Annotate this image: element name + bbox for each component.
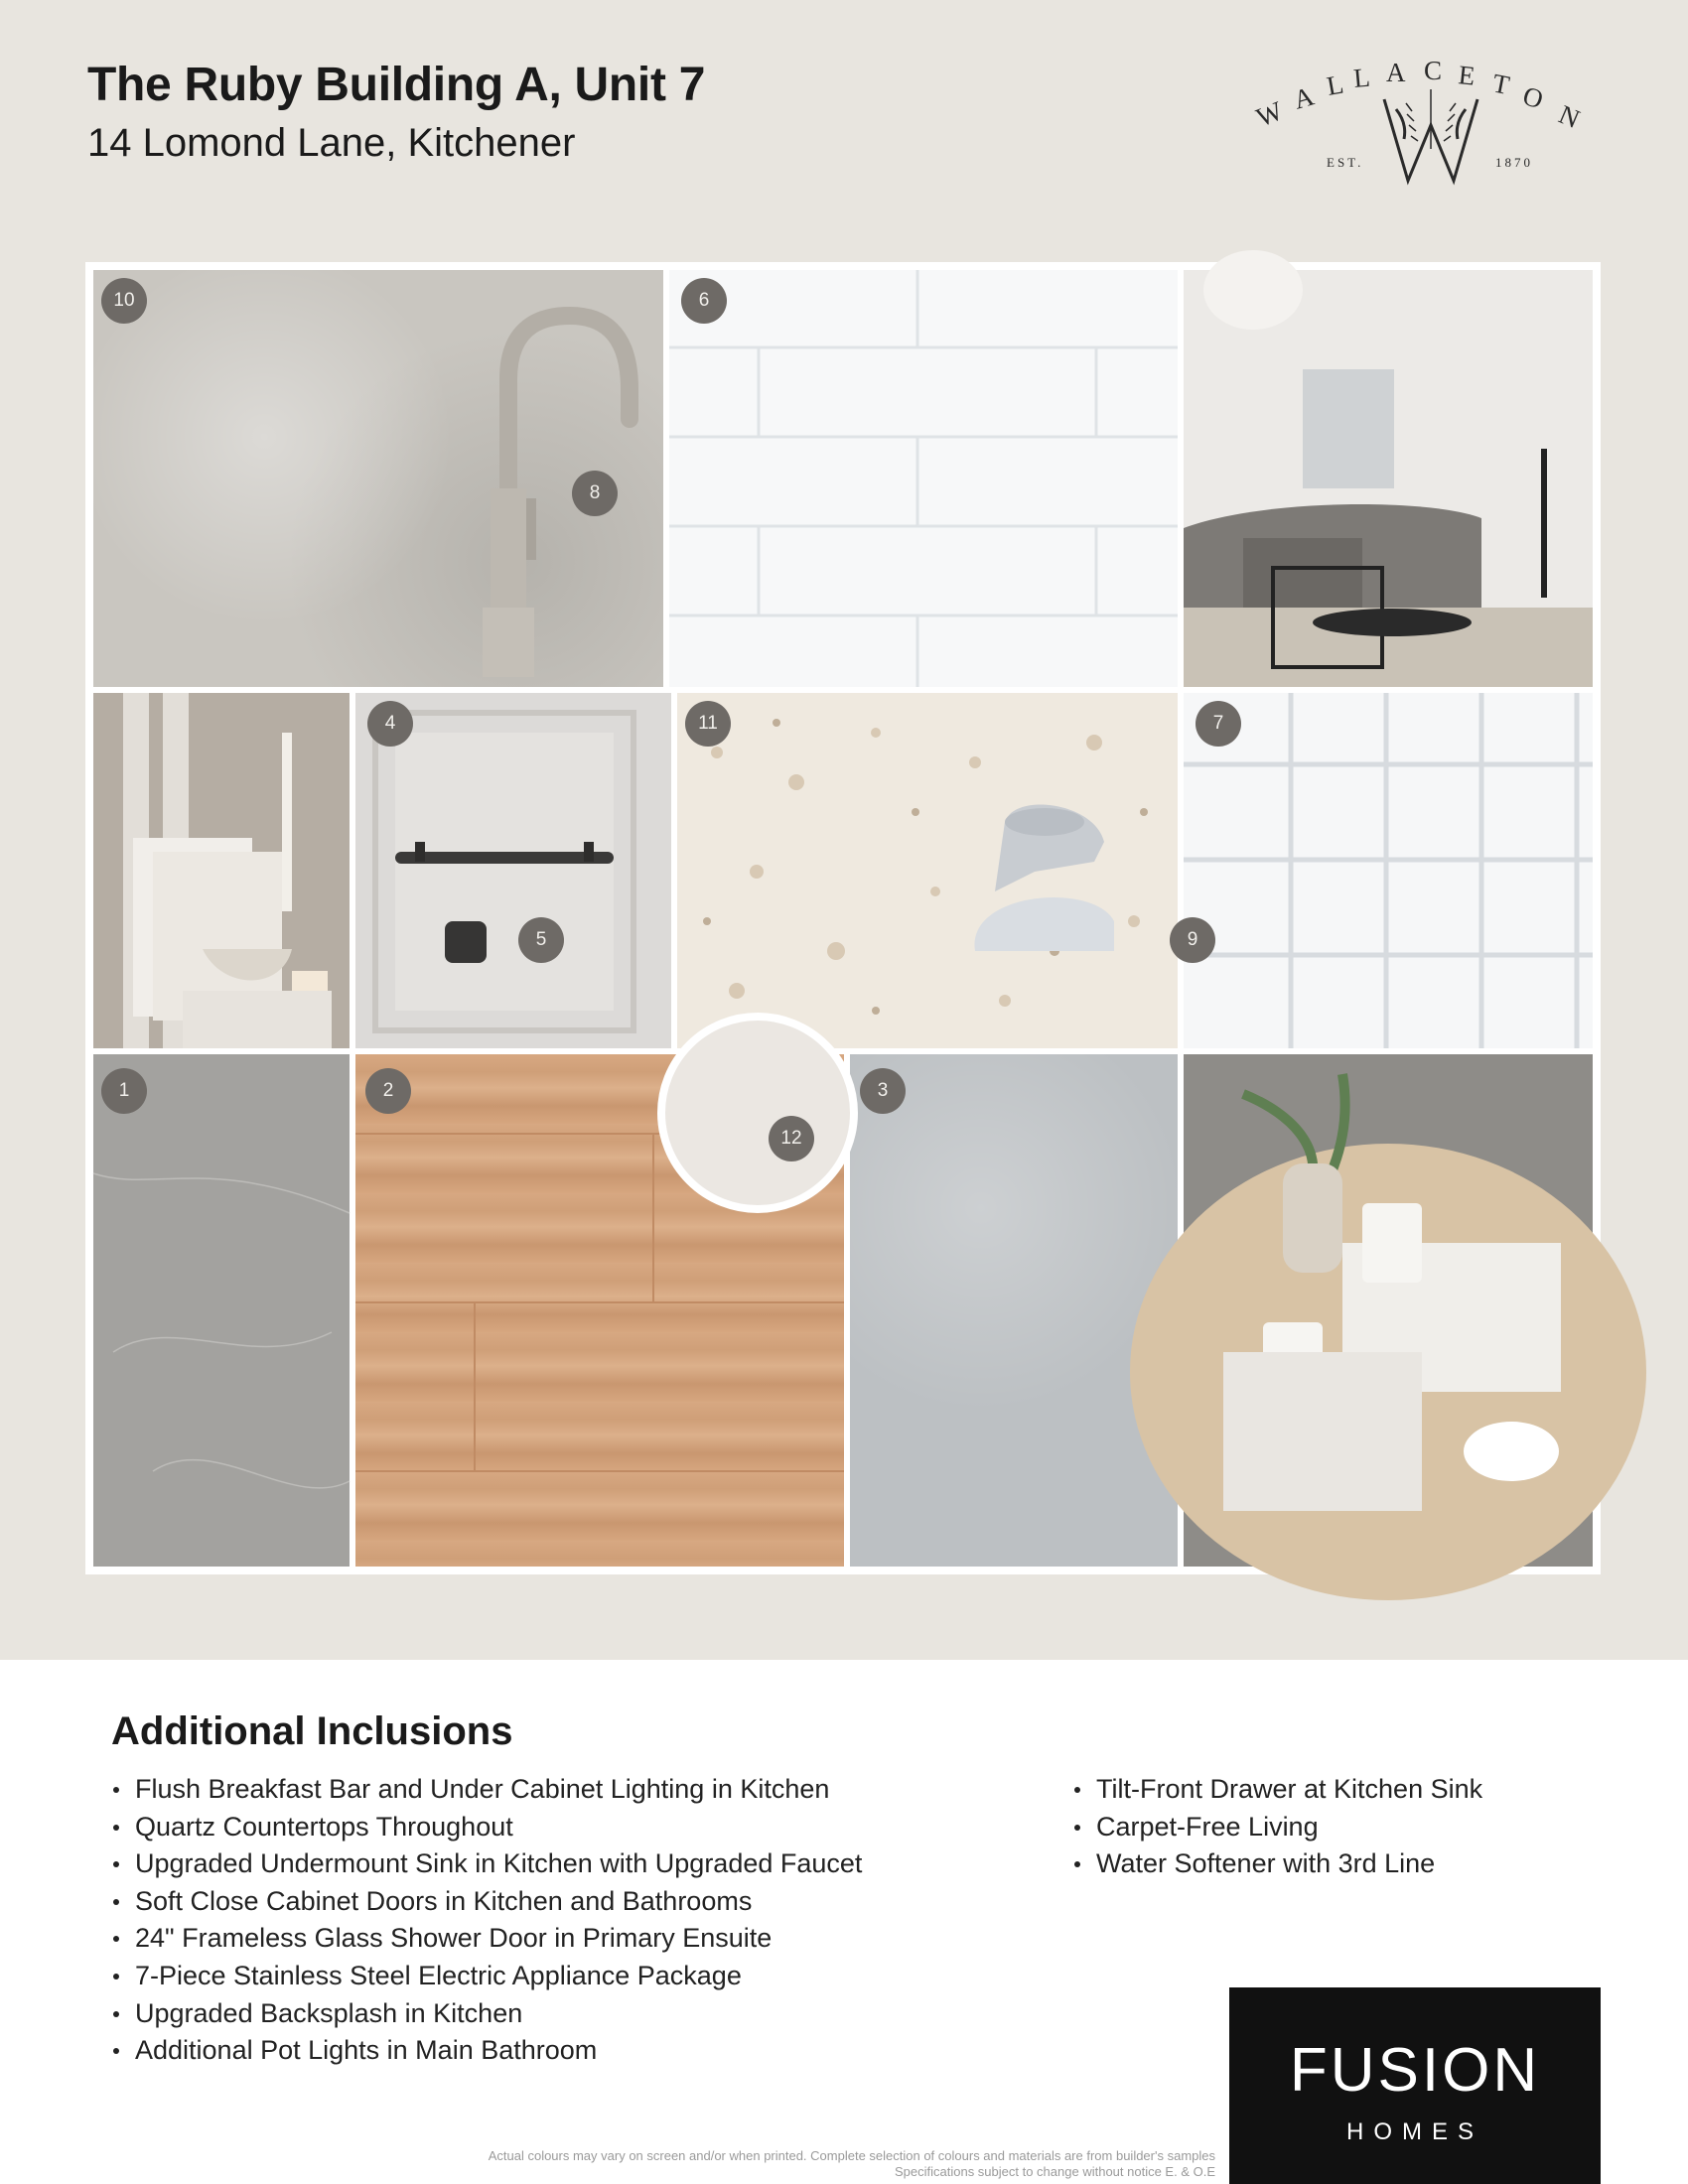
page-title: The Ruby Building A, Unit 7 <box>87 59 706 111</box>
page-address: 14 Lomond Lane, Kitchener <box>87 121 576 165</box>
brand-subtitle: HOMES <box>1345 2118 1483 2145</box>
decor-shelf-image <box>93 693 350 1048</box>
tile-coffee-table-photo <box>1184 1054 1593 1567</box>
list-item: Tilt-Front Drawer at Kitchen Sink <box>1072 1771 1482 1809</box>
disclaimer-line-2: Specifications subject to change without notice E. & O.E <box>894 2164 1215 2179</box>
tile-number-badge: 12 <box>769 1116 814 1161</box>
wallaceton-logo <box>1247 50 1615 199</box>
tile-number-badge: 4 <box>367 701 413 747</box>
inclusions-list-left <box>111 1771 862 2070</box>
tile-bathroom-countertop <box>677 693 1198 1048</box>
wallaceton-logo-graphic <box>1247 50 1615 199</box>
tile-countertop-quartz <box>93 270 663 687</box>
tile-number-badge: 6 <box>681 278 727 324</box>
logo-letter: T <box>1489 68 1512 101</box>
tile-living-room-photo <box>1184 270 1593 687</box>
tile-number-badge: 3 <box>860 1068 906 1114</box>
list-item: Additional Pot Lights in Main Bathroom <box>111 2032 862 2070</box>
terrazzo-faucet-image <box>677 693 1178 1048</box>
cabinet-hardware-image <box>355 693 671 1048</box>
inclusions-title: Additional Inclusions <box>111 1709 513 1753</box>
logo-letter: C <box>1424 56 1443 85</box>
tile-concrete-look <box>850 1054 1178 1567</box>
logo-year: 1870 <box>1495 155 1533 170</box>
square-tile-pattern <box>1184 693 1593 1048</box>
logo-letter: E <box>1457 60 1477 91</box>
list-item: 7-Piece Stainless Steel Electric Appliance Package <box>111 1958 862 1995</box>
list-item: Upgraded Backsplash in Kitchen <box>111 1995 862 2033</box>
logo-letter: A <box>1386 58 1406 87</box>
list-item: Soft Close Cabinet Doors in Kitchen and Bathrooms <box>111 1883 862 1921</box>
tile-number-badge: 1 <box>101 1068 147 1114</box>
tile-number-badge: 11 <box>685 701 731 747</box>
tile-number-badge: 5 <box>518 917 564 963</box>
paint-colour-swatch <box>657 1013 858 1213</box>
tile-number-badge: 8 <box>572 471 618 516</box>
list-item: Upgraded Undermount Sink in Kitchen with Upgraded Faucet <box>111 1845 862 1883</box>
logo-est-label: EST. <box>1327 155 1364 170</box>
logo-letter: A <box>1290 80 1318 115</box>
logo-letter: W <box>1252 95 1287 133</box>
list-item: Quartz Countertops Throughout <box>111 1809 862 1846</box>
coffee-table-image <box>1184 1054 1593 1567</box>
brand-wordmark: FUSION <box>1289 2036 1541 2105</box>
list-item: 24" Frameless Glass Shower Door in Primary Ensuite <box>111 1920 862 1958</box>
list-item: Water Softener with 3rd Line <box>1072 1845 1482 1883</box>
logo-letter: O <box>1519 80 1547 115</box>
logo-letter: L <box>1324 68 1346 101</box>
tile-number-badge: 2 <box>365 1068 411 1114</box>
logo-letter: N <box>1554 98 1585 135</box>
logo-letter: L <box>1351 62 1371 93</box>
inclusions-list-right <box>1072 1771 1482 1883</box>
tile-number-badge: 10 <box>101 278 147 324</box>
mood-board <box>85 262 1601 1574</box>
tile-number-badge: 9 <box>1170 917 1215 963</box>
subway-tile-pattern <box>669 270 1178 687</box>
tile-backsplash-subway <box>669 270 1178 687</box>
tile-number-badge: 7 <box>1196 701 1241 747</box>
living-room-image <box>1184 270 1593 687</box>
tile-grey-marble <box>93 1054 350 1567</box>
marble-veining <box>93 1054 350 1567</box>
fusion-homes-logo <box>1229 1987 1601 2184</box>
tile-bathroom-floor <box>1184 693 1593 1048</box>
tile-cabinet-door <box>355 693 671 1048</box>
list-item: Carpet-Free Living <box>1072 1809 1482 1846</box>
tile-decor-photo <box>93 693 350 1048</box>
disclaimer-line-1: Actual colours may vary on screen and/or when printed. Complete selection of colours and materials are from builder's samples <box>488 2148 1215 2163</box>
list-item: Flush Breakfast Bar and Under Cabinet Lighting in Kitchen <box>111 1771 862 1809</box>
